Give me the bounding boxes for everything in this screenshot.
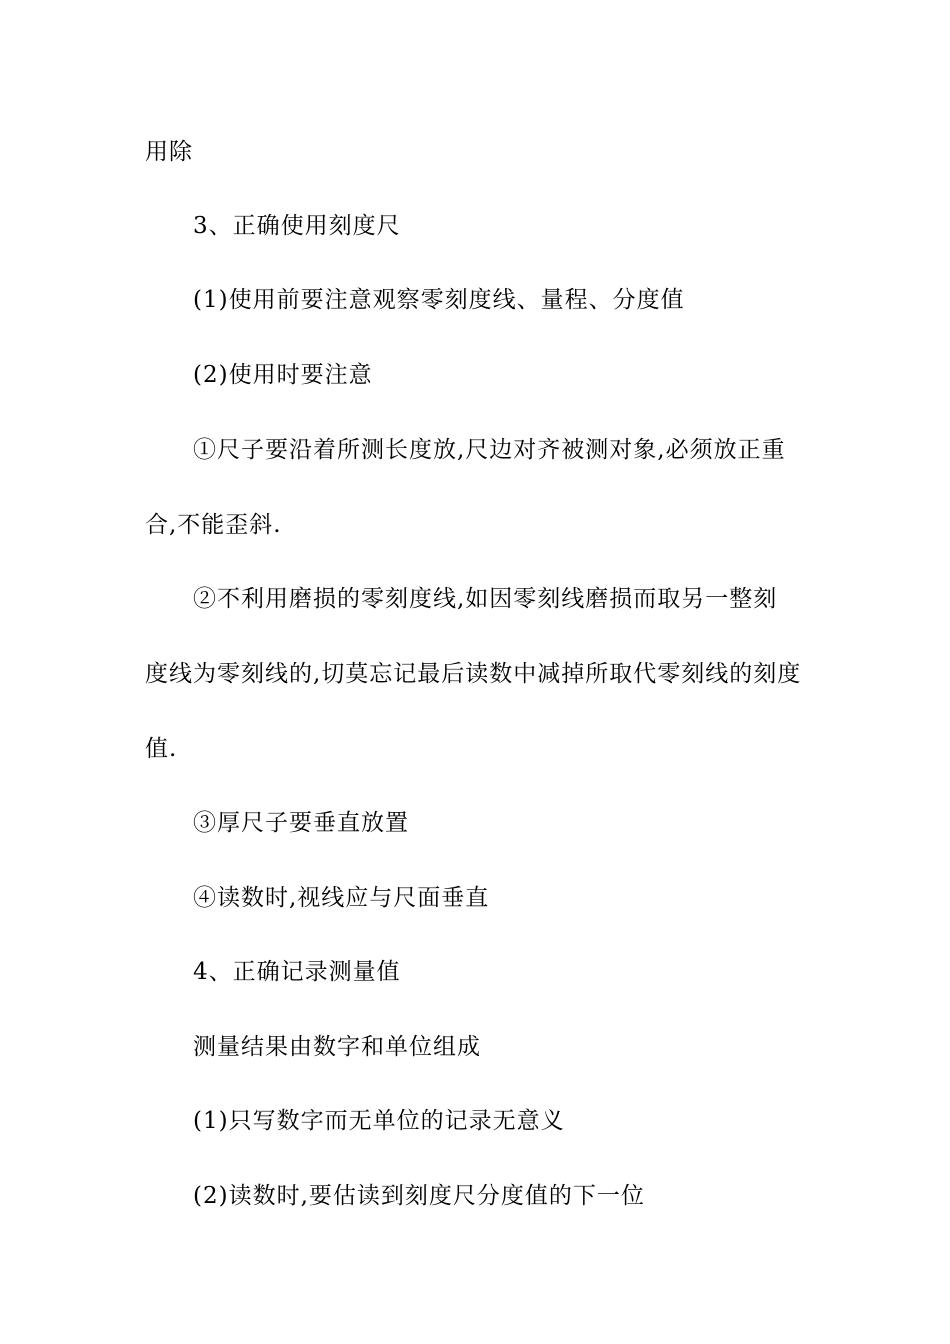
sub-item-4: ④读数时,视线应与尺面垂直 [193,885,490,911]
list-item-2: (2)使用时要注意 [193,362,373,388]
sub-item-1-line-1: ①尺子要沿着所测长度放,尺边对齐被测对象,必须放正重 [193,437,786,463]
list-item-record-1: (1)只写数字而无单位的记录无意义 [193,1108,565,1134]
sub-item-1-line-2: 合,不能歪斜. [145,512,282,538]
sub-item-3: ③厚尺子要垂直放置 [193,810,409,836]
paragraph-result-composition: 测量结果由数字和单位组成 [193,1034,481,1060]
sub-item-2-line-3: 值. [145,736,178,762]
section-heading-3: 3、正确使用刻度尺 [193,213,401,239]
sub-item-2-line-2: 度线为零刻线的,切莫忘记最后读数中减掉所取代零刻线的刻度 [145,661,802,687]
list-item-record-2: (2)读数时,要估读到刻度尺分度值的下一位 [193,1183,645,1209]
sub-item-2-line-1: ②不利用磨损的零刻度线,如因零刻线磨损而取另一整刻 [193,586,778,612]
text-line-continuation: 用除 [145,139,193,165]
section-heading-4: 4、正确记录测量值 [193,959,401,985]
list-item-1: (1)使用前要注意观察零刻度线、量程、分度值 [193,287,685,313]
